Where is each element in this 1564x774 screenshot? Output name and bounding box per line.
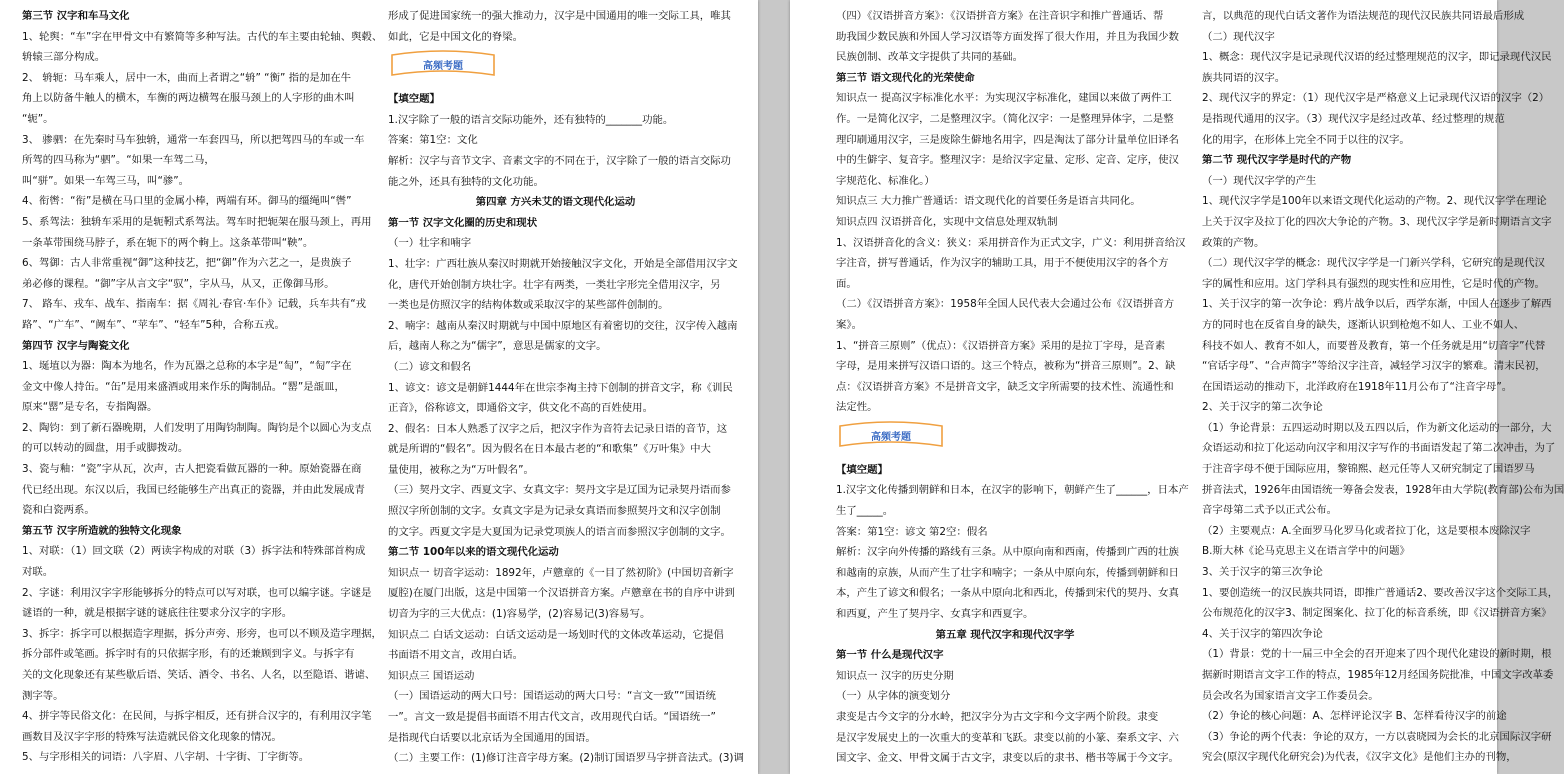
text-line: 4、衔辔：“衔”是横在马口里的金属小棒，两端有环。御马的缰绳叫“辔” — [22, 195, 352, 208]
text-line: 一条革带围绕马脖子，系在轭下的两个軥上。这条革带叫“鞅”。 — [22, 236, 314, 249]
text-line: 1、汉语拼音化的含义：狭义：采用拼音作为正式文字，广义：利用拼音给汉 — [836, 236, 1186, 249]
text-line: 民族创制、改革文字提供了共同的基础。 — [836, 51, 1024, 64]
text-line: “官话字母”、“合声简字”等给汉字注音，减轻学习汉字的繁难。清末民初， — [1202, 360, 1546, 373]
text-line: 1.汉字除了一般的语言交际功能外，还有独特的_______功能。 — [388, 113, 674, 126]
document-page-right — [790, 0, 1564, 774]
text-block-intro — [388, 6, 731, 47]
text-line: 测字等。 — [22, 689, 64, 702]
text-line: 瓷和白瓷两系。 — [22, 504, 95, 517]
text-line: （1）背景：党的十一届三中全会的召开迎来了四个现代化建设的新时期，根 — [1202, 648, 1552, 661]
text-line: 1、谚文：谚文是朝鲜1444年在世宗李裪主持下创制的拼音文字，称《训民 — [388, 381, 733, 394]
text-line: 关的文化现象还有某些歇后语、笑话、酒令、书名、人名，以至隐语、谐谑、 — [22, 669, 376, 681]
text-line: （2）争论的核心问题：A、怎样评论汉字 B、怎样看待汉字的前途 — [1202, 710, 1507, 723]
text-line: （二）现代汉字学的概念：现代汉字学是一门新兴学科，它研究的是现代汉 — [1202, 257, 1545, 270]
text-line: 答案：第1空：文化 — [388, 134, 478, 147]
text-line: 字的属性和应用。这门学科具有强烈的现实性和应用性，它是时代的产物。 — [1202, 277, 1545, 290]
text-line: 中的生僻字、复音字。整理汉字：是给汉字定量、定形、定音、定序，使汉 — [836, 154, 1179, 167]
section-heading: 【填空题】 — [388, 93, 440, 106]
text-line: 后，越南人称之为“儒字”，意思是儒家的文字。 — [388, 340, 607, 353]
text-line: （一）壮字和喃字 — [388, 237, 472, 250]
text-line: 3、拆字：拆字可以根据造字理据，拆分声旁、形旁，也可以不顾及造字理据， — [22, 627, 382, 640]
text-line: （1）争论背景：五四运动时期以及五四以后，作为新文化运动的一部分，大 — [1202, 421, 1552, 434]
text-line: 拼音法式，1926年由国语统一筹备会发表，1928年由大学院(教育部)公布为国 — [1202, 483, 1564, 496]
text-line: 所驾的四马称为“驷”。“如果一车驾二马， — [22, 154, 215, 167]
text-line: 方的同时也在反省自身的缺失，逐渐认识到枪炮不如人、工业不如人、 — [1202, 318, 1525, 331]
text-line: （3）争论的两个代表：争论的双方，一方以袁晓园为会长的北京国际汉字研 — [1202, 730, 1552, 743]
text-line: 面。 — [836, 277, 857, 290]
frequent-exam-banner — [388, 49, 498, 83]
text-line: 是指现代白话要以北京话为全国通用的国语。 — [388, 731, 596, 744]
text-line: 的可以转动的圆盘，用手或脚拨动。 — [22, 442, 189, 455]
text-line: 辀辕三部分构成。 — [22, 51, 106, 64]
text-line: 7、 路车、戎车、战车、指南车：据《周礼·春官·车仆》记载，兵车共有“戎 — [22, 298, 367, 311]
text-line: 形成了促进国家统一的强大推动力，汉字是中国通用的唯一交际工具，唯其 — [388, 10, 731, 22]
text-line: 代已经出现。东汉以后，我国已经能够生产出真正的瓷器，并由此发展成青 — [22, 483, 365, 496]
text-line: 在国语运动的推动下，北洋政府在1918年11月公布了“注音字母”。 — [1202, 380, 1513, 393]
banner-label: 高频考题 — [423, 61, 463, 73]
text-line: 化，唐代开始创制方块壮字。壮字有两类，一类壮字形完全借用汉字，另 — [388, 278, 721, 291]
text-line: 字母，是用来拼写汉语口语的。这三个特点，被称为“拼音三原则”。2、缺 — [836, 360, 1176, 373]
text-line: “轭”。 — [22, 112, 54, 125]
text-line: 科技不如人、教育不如人，而要普及教育，第一个任务就是用“切音字”代替 — [1202, 339, 1546, 352]
text-line: 1、概念：现代汉字是记录现代汉语的经过整理规范的汉字，即记录现代汉民 — [1202, 51, 1552, 64]
text-column-3 — [836, 6, 1189, 774]
text-line: 是汉字发展史上的一次重大的变革和飞跃。隶变以前的小篆、秦系文字、六 — [836, 731, 1179, 744]
text-line: 厦腔)在厦门出版，这是中国第一个汉语拼音方案。卢戆章在书的自序中讲到 — [388, 587, 735, 600]
text-line: 如此，它是中国文化的脊梁。 — [388, 30, 524, 43]
text-line: 1、“拼音三原则”（优点）：《汉语拼音方案》采用的是拉丁字母，是音素 — [836, 339, 1166, 352]
text-line: 正音》，俗称谚文，即通俗文字，供文化不高的百姓使用。 — [388, 402, 653, 415]
text-line: B.斯大林《论马克思主义在语言学中的问题》 — [1202, 545, 1410, 558]
text-line: 照汉字所创制的文字。女真文字是为记录女真语而参照契丹文和汉字创制 — [388, 505, 721, 518]
text-line: （三）契丹文字、西夏文字、女真文字：契丹文字是辽国为记录契丹语而参 — [388, 484, 731, 497]
text-line: 理印刷通用汉字，三是废除生僻地名用字，四是淘汰了部分计量单位旧译名 — [836, 133, 1179, 146]
text-line: 知识点四 汉语拼音化，实现中文信息处理双轨制 — [836, 215, 1058, 228]
text-line: 2、陶钧：到了新石器晚期，人们发明了用陶钧制陶。陶钧是个以圆心为支点 — [22, 421, 372, 434]
text-line: 1、现代汉字学是100年以来语文现代化运动的产物。2、现代汉字学在理论 — [1202, 195, 1547, 208]
text-line: 2、假名：日本人熟悉了汉字之后，把汉字作为音符去记录日语的音节，这 — [388, 422, 728, 435]
text-line: 音字母第二式予以正式公布。 — [1202, 504, 1338, 517]
text-line: 化的用字，在形体上完全不同于以往的汉字。 — [1202, 133, 1410, 146]
frequent-exam-banner-2 — [836, 420, 946, 454]
text-line: 角上以防备牛触人的横木，车衡的两边横驾在服马颈上的人字形的曲木叫 — [22, 92, 355, 105]
text-line: （一）国语运动的两大口号：国语运动的两大口号：“言文一致”“国语统 — [388, 690, 716, 703]
text-line: 一”。言文一致是提倡书面语不用古代文言，改用现代白话。“国语统一” — [388, 711, 716, 723]
text-line: （四）《汉语拼音方案》：《汉语拼音方案》在注音识字和推广普通话、帮 — [836, 10, 1164, 22]
text-line: 切音为字的三大优点：(1)容易学，(2)容易记(3)容易写。 — [388, 608, 651, 621]
text-line: 3、瓷与釉：“瓷”字从瓦，次声，古人把瓷看做瓦器的一种。原始瓷器在商 — [22, 463, 362, 476]
text-line: 1、埏埴以为器：陶本为地名，作为瓦器之总称的本字是“匋”，“匋”字在 — [22, 360, 352, 373]
text-line: 答案：第1空：谚文 第2空：假名 — [836, 525, 988, 538]
text-line: 1.汉字文化传播到朝鲜和日本，在汉字的影响下，朝鲜产生了______，日本产 — [836, 484, 1189, 497]
text-line: 4、拼字等民俗文化：在民间，与拆字相反，还有拼合汉字的，有利用汉字笔 — [22, 710, 372, 723]
text-line: 1、壮字：广西壮族从秦汉时期就开始接触汉字文化，开始是全部借用汉字文 — [388, 257, 738, 270]
section-heading: 第三节 语文现代化的光荣使命 — [836, 71, 975, 84]
text-line: 案》。 — [836, 318, 862, 331]
section-heading: 第三节 汉字和车马文化 — [22, 10, 130, 22]
text-line: 的文字。西夏文字是大夏国为记录党项族人的语言而参照汉字创制的文字。 — [388, 525, 731, 538]
text-line: （2）主要观点：A.全面罗马化罗马化或者拉丁化，这是要根本废除汉字 — [1202, 524, 1531, 537]
section-heading: 第二节 100年以来的语文现代化运动 — [388, 546, 559, 559]
text-line: 国文字、金文、甲骨文属于古文字，隶变以后的隶书、楷书等属于今文字。 — [836, 752, 1179, 765]
text-line: 解析：汉字与音节文字、音素文字的不同在于，汉字除了一般的语言交际功 — [388, 154, 731, 167]
text-line: 能之外，还具有独特的文化功能。 — [388, 175, 544, 188]
text-line: 公布规范化的汉字3、制定图案化、拉丁化的标音系统，即《汉语拼音方案》 — [1202, 607, 1552, 620]
text-line: 6、驾御：古人非常重视“御”这种技艺，把“御”作为六艺之一，是贵族子 — [22, 257, 352, 270]
text-line: 2、字谜：利用汉字字形能够拆分的特点可以写对联，也可以编字谜。字谜是 — [22, 586, 372, 599]
text-line: 拆分部件或笔画。拆字时有的只依据字形，有的还兼顾到字义。与拆字有 — [22, 648, 355, 661]
text-line: 画数目及汉字字形的特殊写法造就民俗文化现象的情况。 — [22, 730, 282, 743]
text-line: 2、现代汉字的界定：（1）现代汉字是严格意义上记录现代汉语的汉字（2） — [1202, 92, 1550, 105]
text-line: 5、系驾法：独辀车采用的是轭靷式系驾法。驾车时把轭架在服马颈上，再用 — [22, 215, 372, 228]
text-line: 众语运动和拉丁化运动向汉字和用汉字写作的书面语发起了第二次冲击，为了 — [1202, 442, 1556, 455]
text-line: 原来“罂”是专名，专指陶器。 — [22, 401, 158, 414]
section-heading: 第四章 方兴未艾的语文现代化运动 — [475, 196, 636, 209]
section-heading: 【填空题】 — [836, 463, 888, 476]
text-line: 1、要创造统一的汉民族共同语，即推广普通话2、要改善汉字这个交际工具， — [1202, 586, 1559, 599]
text-column-4 — [1202, 6, 1564, 774]
text-line: 对联。 — [22, 566, 54, 579]
text-column-2 — [388, 6, 744, 774]
text-line: 言，以典范的现代白话文著作为语法规范的现代汉民族共同语最后形成 — [1202, 10, 1525, 22]
text-line: 一类也是仿照汉字的结构体数或采取汉字的某些部件创制的。 — [388, 299, 669, 312]
section-heading: 第五章 现代汉字和现代汉字学 — [935, 628, 1075, 641]
text-line: 本，产生了谚文和假名；一条从中原向北和西北，传播到宋代的契丹、女真 — [836, 587, 1179, 600]
text-line: 和越南的京族，从而产生了壮字和喃字；一条从中原向东，传播到朝鲜和日 — [836, 566, 1179, 579]
text-block-upper — [836, 6, 1186, 418]
text-line: 弟必修的课程。“御”字从言文字“驭”，字从马，从又，正像御马形。 — [22, 277, 335, 290]
text-line: 据新时期语言文字工作的特点，1985年12月经国务院批准，中国文字改革委 — [1202, 669, 1554, 681]
text-line: 金文中像人持缶。“缶”是用来盛酒或用来作乐的陶制品。“罂”是瓿皿， — [22, 380, 345, 393]
text-line: 4、关于汉字的第四次争论 — [1202, 627, 1323, 640]
text-line: 助我国少数民族和外国人学习汉语等方面发挥了很大作用，并且为我国少数 — [836, 30, 1179, 43]
text-line: 究会(原汉字现代化研究会)为代表，《汉字文化》是他们主办的刊物， — [1202, 751, 1517, 764]
banner-label: 高频考题 — [871, 431, 911, 443]
text-line: 2、 辀轭：马车乘人，居中一木，曲而上者谓之“辀” “衡” 指的是加在牛 — [22, 71, 351, 84]
text-line: 知识点一 提高汉字标准化水平：为实现汉字标准化，建国以来做了两件工 — [836, 92, 1172, 105]
text-line: 5、与字形相关的词语：八字眉、八字胡、十字街、丁字街等。 — [22, 751, 310, 764]
text-line: 隶变是古今文字的分水岭，把汉字分为古文字和今文字两个阶段。隶变 — [836, 711, 1159, 723]
text-block-lower — [836, 460, 1189, 769]
text-line: 生了_____。 — [836, 505, 894, 518]
text-line: 1、关于汉字的第一次争论：鸦片战争以后，西学东渐，中国人在逐步了解西 — [1202, 298, 1552, 311]
text-line: 1、轮舆：“车”字在甲骨文中有繁简等多种写法。古代的车主要由轮轴、舆毂、 — [22, 30, 383, 43]
text-line: 量使用，被称之为“万叶假名”。 — [388, 463, 534, 476]
text-line: 知识点一 汉字的历史分期 — [836, 669, 954, 682]
text-line: 3、 骖驷：在先秦时马车独辀，通常一车套四马，所以把驾四马的车或一车 — [22, 133, 365, 146]
document-page-left — [0, 0, 758, 774]
text-line: （一）现代汉字学的产生 — [1202, 174, 1317, 187]
text-line: 作。一是简化汉字，二是整理汉字。（简化汉字：一是整理异体字，二是整 — [836, 112, 1174, 125]
section-heading: 第四节 汉字与陶瓷文化 — [22, 339, 130, 352]
text-line: 2、关于汉字的第二次争论 — [1202, 401, 1323, 414]
text-line: 字注音，拼写普通话，作为汉字的辅助工具，用于不便使用汉字的各个方 — [836, 257, 1169, 270]
text-line: 员会改名为国家语言文字工作委员会。 — [1202, 689, 1379, 702]
text-line: 2、喃字：越南从秦汉时期就与中国中原地区有着密切的交往，汉字传入越南 — [388, 319, 738, 332]
text-line: 点：《汉语拼音方案》不是拼音文字，缺乏文字所需要的技术性、流通性和 — [836, 380, 1174, 393]
text-line: 路”、“广车”、“阙车”、“苹车”、“轻车”5种，合称五戎。 — [22, 318, 285, 331]
section-heading: 第一节 什么是现代汉字 — [836, 649, 944, 662]
text-line: 于注音字母不便于国际应用，黎锦熙、赵元任等人又研究制定了国语罗马 — [1202, 463, 1535, 476]
text-line: 3、关于汉字的第三次争论 — [1202, 566, 1323, 579]
text-block-main — [388, 89, 744, 769]
text-line: 解析：汉字向外传播的路线有三条。从中原向南和西南，传播到广西的壮族 — [836, 546, 1179, 559]
text-column-1 — [22, 6, 383, 774]
text-line: 知识点三 大力推广普通话：语文现代化的首要任务是语言共同化。 — [836, 195, 1141, 208]
text-line: （二）主要工作：(1)修订注音字母方案。(2)制订国语罗马字拼音法式。(3)调 — [388, 752, 744, 765]
text-line: （二）现代汉字 — [1202, 30, 1275, 43]
text-line: 知识点二 白话文运动：白话文运动是一场划时代的文体改革运动，它提倡 — [388, 628, 724, 641]
text-line: 族共同语的汉字。 — [1202, 71, 1286, 84]
text-line: 上关于汉字及拉丁化的四次大争论的产物。3、现代汉字学是新时期语言文字 — [1202, 215, 1552, 228]
text-line: 书面语不用文言，改用白话。 — [388, 649, 524, 662]
text-line: （二）谚文和假名 — [388, 360, 472, 373]
section-heading: 第二节 现代汉字学是时代的产物 — [1202, 154, 1352, 167]
text-line: 就是所谓的“假名”。因为假名在日本最古老的“和歌集”《万叶集》中大 — [388, 443, 711, 456]
section-heading: 第五节 汉字所造就的独特文化现象 — [22, 524, 182, 537]
text-line: （二）《汉语拼音方案》：1958年全国人民代表大会通过公布《汉语拼音方 — [836, 298, 1175, 311]
text-line: 叫“骈”。如果一车驾三马，叫“骖”。 — [22, 174, 189, 187]
text-line: 谜语的一种，就是根据字谜的谜底往往要求分汉字的字形。 — [22, 607, 293, 620]
text-line: 1、对联：（1）回文联（2）两读字构成的对联（3）拆字法和特殊部首构成 — [22, 545, 366, 558]
text-line: 是指现代通用的汉字。（3）现代汉字是经过改革、经过整理的规范 — [1202, 112, 1505, 125]
text-line: 知识点一 切音字运动：1892年，卢戆章的《一目了然初阶》(中国切音新字 — [388, 566, 734, 579]
text-line: （一）从字体的演变划分 — [836, 690, 951, 703]
text-line: 和西夏，产生了契丹字、女真字和西夏字。 — [836, 608, 1034, 621]
section-heading: 第一节 汉字文化圈的历史和现状 — [388, 216, 538, 229]
text-line: 政策的产物。 — [1202, 236, 1265, 249]
text-line: 法定性。 — [836, 401, 878, 414]
text-line: 知识点三 国语运动 — [388, 669, 475, 682]
text-line: 字规范化、标准化。） — [836, 174, 935, 187]
